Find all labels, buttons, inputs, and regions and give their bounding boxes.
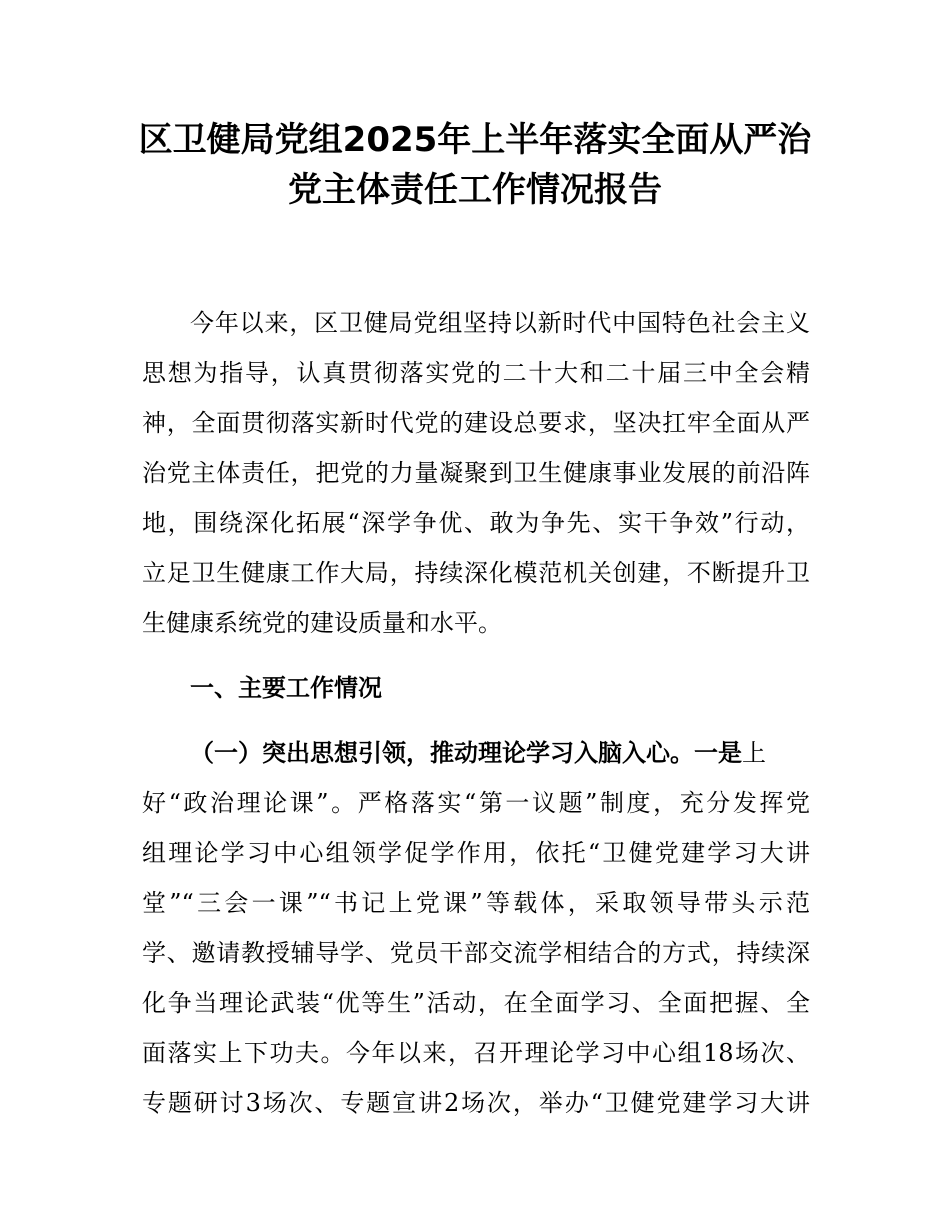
intro-paragraph-line: 神，全面贯彻落实新时代党的建设总要求，坚决扛牢全面从严 [142, 409, 810, 437]
body-paragraph-line: 堂”“三会一课”“书记上党课”等载体，采取领导带头示范 [142, 889, 810, 917]
subsection-heading: （一）突出思想引领，推动理论学习入脑入心。一是 [190, 739, 742, 767]
body-paragraph-line: 学、邀请教授辅导学、党员干部交流学相结合的方式，持续深 [142, 939, 810, 967]
document-title-line-2: 党主体责任工作情况报告 [288, 170, 662, 210]
intro-paragraph-line: 思想为指导，认真贯彻落实党的二十大和二十届三中全会精 [142, 359, 810, 387]
section-heading: 一、主要工作情况 [190, 674, 382, 702]
body-paragraph-line: 组理论学习中心组领学促学作用，依托“卫健党建学习大讲 [142, 839, 810, 867]
body-paragraph-line: 好“政治理论课”。严格落实“第一议题”制度，充分发挥党 [142, 789, 810, 817]
body-paragraph-line: 化争当理论武装“优等生”活动，在全面学习、全面把握、全 [142, 989, 810, 1017]
intro-paragraph-line: 治党主体责任，把党的力量凝聚到卫生健康事业发展的前沿阵 [142, 459, 810, 487]
document-title-line-1: 区卫健局党组2025年上半年落实全面从严治 [138, 120, 812, 160]
body-paragraph-line: 面落实上下功夫。今年以来，召开理论学习中心组18场次、 [142, 1039, 810, 1067]
subsection-tail-text: 上 [742, 739, 766, 767]
intro-paragraph-line: 今年以来，区卫健局党组坚持以新时代中国特色社会主义 [190, 309, 810, 337]
intro-paragraph-line: 立足卫生健康工作大局，持续深化模范机关创建，不断提升卫 [142, 559, 810, 587]
intro-paragraph-line: 生健康系统党的建设质量和水平。 [142, 609, 502, 637]
subsection-first-line [190, 733, 810, 773]
intro-paragraph-line: 地，围绕深化拓展“深学争优、敢为争先、实干争效”行动， [142, 509, 810, 537]
body-paragraph-line: 专题研讨3场次、专题宣讲2场次，举办“卫健党建学习大讲 [142, 1089, 810, 1117]
